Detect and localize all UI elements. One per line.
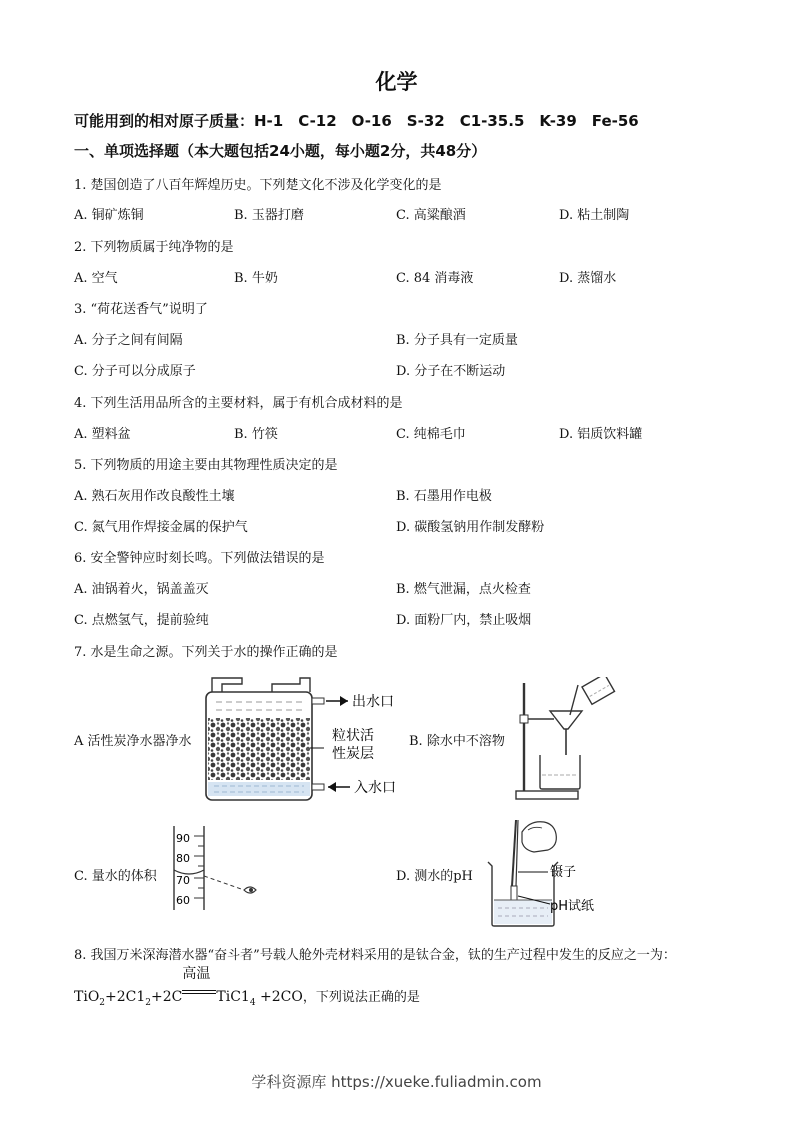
hand-icon — [522, 822, 556, 852]
question-8-stem: 8. 我国万米深海潜水器“奋斗者”号载人舱外壳材料采用的是钛合金，钛的生产过程中发生的反应之一为： — [74, 948, 676, 963]
tweezers-label: 镊子 — [550, 865, 577, 880]
q7-option-b: B. 除水中不溶物 — [409, 734, 505, 749]
q7-option-d: D. 测水的pH — [396, 869, 473, 884]
tick-80: 80 — [176, 852, 190, 865]
question-6-stem: 6. 安全警钟应时刻长鸣。下列做法错误的是 — [74, 551, 325, 566]
q5-option-d: D. 碳酸氢钠用作制发酵粉 — [396, 520, 545, 535]
figure-ph-test — [482, 816, 606, 932]
q1-option-a: A. 铜矿炼铜 — [74, 208, 144, 223]
equation-lhs: $TiO_2+2C1_2+2C$ — [74, 989, 183, 1008]
question-2-stem: 2. 下列物质属于纯净物的是 — [74, 240, 234, 255]
footer-watermark: 学科资源库 https://xueke.fuliadmin.com — [251, 1073, 542, 1091]
q7-option-a: A 活性炭净水器净水 — [74, 734, 192, 749]
q5-option-c: C. 氮气用作焊接金属的保护气 — [74, 520, 248, 535]
q5-option-b: B. 石墨用作电极 — [396, 489, 492, 504]
figure-graduated-cylinder — [170, 824, 262, 912]
ph-paper-label: pH试纸 — [550, 899, 595, 914]
question-1-stem: 1. 楚国创造了八百年辉煌历史。下列楚文化不涉及化学变化的是 — [74, 178, 442, 193]
tick-70: 70 — [176, 874, 190, 887]
q6-option-b: B. 燃气泄漏，点火检查 — [396, 582, 531, 597]
q4-option-b: B. 竹筷 — [234, 427, 278, 442]
q4-option-c: C. 纯棉毛巾 — [396, 427, 466, 442]
question-4-stem: 4. 下列生活用品所含的主要材料，属于有机合成材料的是 — [74, 396, 403, 411]
q4-option-d: D. 铝质饮料罐 — [559, 427, 643, 442]
q2-option-d: D. 蒸馏水 — [559, 271, 617, 286]
question-5-stem: 5. 下列物质的用途主要由其物理性质决定的是 — [74, 458, 338, 473]
equation-rhs: $TiC1_4 +2CO$ — [216, 989, 303, 1008]
q3-option-a: A. 分子之间有间隔 — [74, 333, 183, 348]
atomic-masses: 可能用到的相对原子质量：H-1 C-12 O-16 S-32 C1-35.5 K-39 Fe-56 — [74, 112, 639, 130]
q4-option-a: A. 塑料盆 — [74, 427, 131, 442]
figure-carbon-purifier — [200, 672, 406, 806]
q1-option-d: D. 粘土制陶 — [559, 208, 630, 223]
q2-option-b: B. 牛奶 — [234, 271, 278, 286]
figure-filtration — [512, 677, 624, 803]
tick-90: 90 — [176, 832, 190, 845]
q3-option-c: C. 分子可以分成原子 — [74, 364, 196, 379]
q5-option-a: A. 熟石灰用作改良酸性土壤 — [74, 489, 235, 504]
q6-option-c: C. 点燃氢气，提前验纯 — [74, 613, 209, 628]
equation-tail: ，下列说法正确的是 — [302, 990, 420, 1005]
inlet-label: 入水口 — [354, 780, 396, 796]
q6-option-d: D. 面粉厂内，禁止吸烟 — [396, 613, 532, 628]
question-7-stem: 7. 水是生命之源。下列关于水的操作正确的是 — [74, 645, 338, 660]
q3-option-d: D. 分子在不断运动 — [396, 364, 506, 379]
q2-option-a: A. 空气 — [74, 271, 118, 286]
equation-arrow — [182, 966, 216, 1001]
q6-option-a: A. 油锅着火，锅盖盖灭 — [74, 582, 209, 597]
page-title: 化学 — [375, 70, 418, 94]
q2-option-c: C. 84 消毒液 — [396, 271, 474, 286]
outlet-label: 出水口 — [352, 694, 394, 710]
question-3-stem: 3. “荷花送香气”说明了 — [74, 302, 208, 317]
q3-option-b: B. 分子具有一定质量 — [396, 333, 518, 348]
equation-condition: 高温 — [182, 966, 211, 982]
q1-option-b: B. 玉器打磨 — [234, 208, 304, 223]
carbon-layer-label-1: 粒状活 — [332, 728, 374, 744]
tick-60: 60 — [176, 894, 190, 907]
carbon-layer-label-2: 性炭层 — [332, 746, 374, 762]
q1-option-c: C. 高粱酿酒 — [396, 208, 466, 223]
q7-option-c: C. 量水的体积 — [74, 869, 157, 884]
section-heading: 一、单项选择题（本大题包括24小题，每小题2分，共48分） — [74, 142, 487, 160]
reaction-equation — [74, 966, 420, 1008]
